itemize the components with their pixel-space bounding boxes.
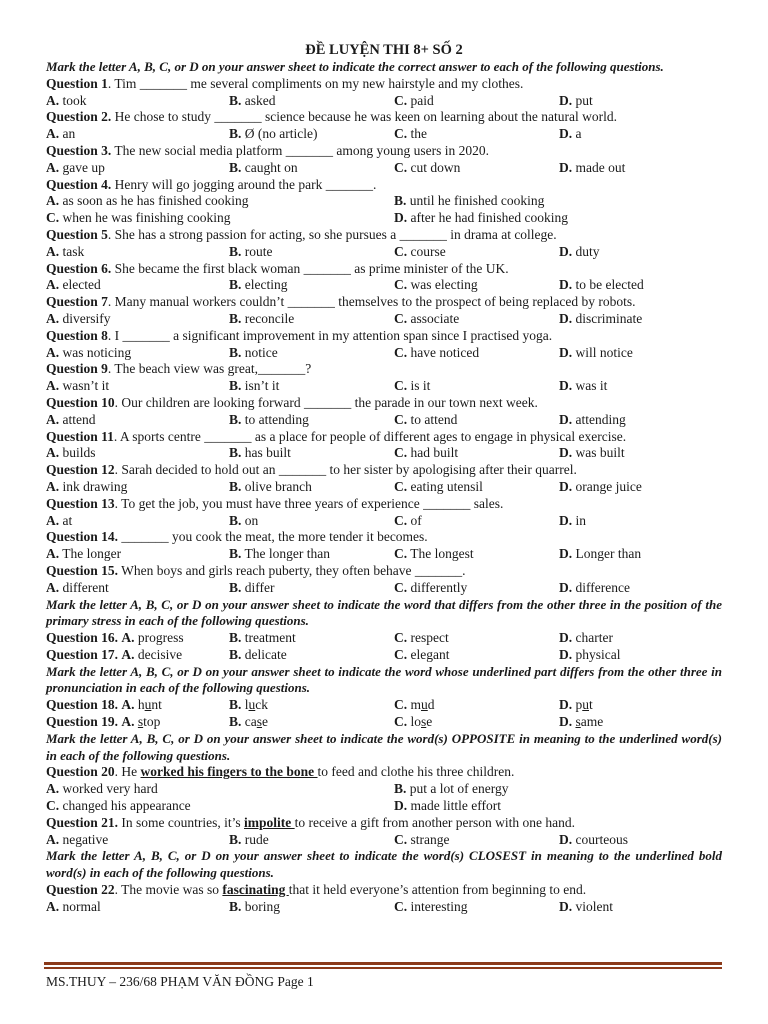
option-a[interactable]: Question 16. A. progress <box>46 630 184 646</box>
question-label: Question 22 <box>46 882 115 898</box>
options-row <box>46 193 722 210</box>
question-label: Question 3. <box>46 142 112 158</box>
option-b[interactable]: B. on <box>229 512 259 528</box>
question: Question 21. In some countries, it’s impolite to receive a gift from another person with one hand. <box>46 814 576 830</box>
option-a[interactable]: A. an <box>46 126 76 142</box>
option-c[interactable]: C. have noticed <box>394 344 480 360</box>
option-a[interactable]: A. gave up <box>46 159 105 175</box>
question-text: . Tim _______ me several compliments on my new hairstyle and my clothes. <box>107 75 524 91</box>
options-row <box>46 93 722 110</box>
option-b[interactable]: B. asked <box>229 92 276 108</box>
question-inline <box>46 697 722 714</box>
page-footer: MS.THUY – 236/68 PHẠM VĂN ĐỒNG Page 1 <box>46 974 314 989</box>
option-b[interactable]: B. notice <box>229 344 278 360</box>
option-a[interactable]: A. diversify <box>46 310 111 326</box>
option-c[interactable]: C. paid <box>394 92 434 108</box>
options-row <box>46 126 722 143</box>
question-label: Question 12 <box>46 462 115 478</box>
question-text: He chose to study _______ science because he was keen on learning about the natural world. <box>111 109 617 125</box>
option-a[interactable]: A. worked very hard <box>46 781 158 797</box>
option-b[interactable]: B. olive branch <box>229 478 312 494</box>
options-row <box>46 580 722 597</box>
question-text: . Sarah decided to hold out an _______ to her sister by apologising after their quarrel. <box>114 462 577 478</box>
option-c[interactable]: C. had built <box>394 445 459 461</box>
question-text: . Our children are looking forward _______ the parade in our town next week. <box>114 394 538 410</box>
options-row <box>46 479 722 496</box>
option-b[interactable]: B. rude <box>229 831 269 847</box>
page-title: ĐỀ LUYỆN THI 8+ SỐ 2 <box>305 42 463 58</box>
option-d[interactable]: D. put <box>559 92 593 108</box>
question-text: . She has a strong passion for acting, so she pursues a _______ in drama at college. <box>107 226 557 242</box>
option-d[interactable]: D. orange juice <box>559 478 642 494</box>
question <box>46 76 722 93</box>
option-a[interactable]: A. negative <box>46 831 109 847</box>
question-label: Question 15. <box>46 562 119 578</box>
option-c[interactable]: C. mud <box>394 697 435 713</box>
option-d[interactable]: D. a <box>559 126 582 142</box>
options-row <box>46 513 722 530</box>
option-b[interactable]: B. luck <box>229 697 269 713</box>
option-c[interactable]: C. cut down <box>394 159 461 175</box>
option-d[interactable]: D. violent <box>559 898 613 914</box>
option-c[interactable]: C. course <box>394 243 446 259</box>
question <box>46 496 722 513</box>
option-c[interactable]: C. eating utensil <box>394 478 483 494</box>
option-d[interactable]: D. attending <box>559 411 626 427</box>
question <box>46 294 722 311</box>
option-c[interactable]: C. respect <box>394 630 449 646</box>
option-d[interactable]: D. courteous <box>559 831 628 847</box>
exam-document <box>46 42 722 916</box>
question <box>46 462 722 479</box>
option-d[interactable]: D. was built <box>559 445 625 461</box>
option-a[interactable]: A. builds <box>46 445 96 461</box>
question-text: _______ you cook the meat, the more tender it becomes. <box>118 529 428 545</box>
options-row <box>46 546 722 563</box>
question-label: Question 14. <box>46 529 119 545</box>
question <box>46 563 722 580</box>
option-d[interactable]: D. was it <box>559 378 608 394</box>
options-row <box>46 899 722 916</box>
question <box>46 177 722 194</box>
option-b[interactable]: B. electing <box>229 277 288 293</box>
option-c[interactable]: C. to attend <box>394 411 458 427</box>
underlined-phrase: fascinating <box>222 882 289 898</box>
option-b[interactable]: B. delicate <box>229 646 287 662</box>
option-c[interactable]: C. differently <box>394 579 468 595</box>
question <box>46 227 722 244</box>
option-c[interactable]: C. the <box>394 126 427 142</box>
question-text: . The beach view was great,_______? <box>107 361 312 377</box>
question-label: Question 8 <box>46 327 108 343</box>
underlined-phrase: impolite <box>244 814 295 830</box>
question-label: Question 10 <box>46 394 115 410</box>
question-label: Question 7 <box>46 294 108 310</box>
option-c[interactable]: C. of <box>394 512 422 528</box>
option-b[interactable]: B. until he finished cooking <box>394 193 545 209</box>
option-d[interactable]: D. made little effort <box>394 798 501 814</box>
option-a[interactable]: A. wasn’t it <box>46 378 110 394</box>
option-d[interactable]: D. made out <box>559 159 626 175</box>
option-b[interactable]: B. route <box>229 243 273 259</box>
question-text: . A sports centre _______ as a place for people of different ages to engage in physical exercise. <box>113 428 627 444</box>
option-d[interactable]: D. after he had finished cooking <box>394 210 568 226</box>
option-c[interactable]: C. when he was finishing cooking <box>46 210 231 226</box>
question <box>46 429 722 446</box>
option-a[interactable]: Question 17. A. decisive <box>46 646 183 662</box>
question <box>46 361 722 378</box>
options-row <box>46 345 722 362</box>
footer-rule-thick <box>44 962 722 965</box>
question-label: Question 2. <box>46 109 112 125</box>
question-text: . To get the job, you must have three years of experience _______ sales. <box>114 495 504 511</box>
question-label: Question 21. <box>46 814 119 830</box>
option-a[interactable]: A. normal <box>46 898 101 914</box>
option-b[interactable]: B. Ø (no article) <box>229 126 318 142</box>
section-instruction: Mark the letter A, B, C, or D on your answer sheet to indicate the word that differs from the other three in the position of the primary stress in each of the following questions. <box>46 596 722 629</box>
option-a[interactable]: A. at <box>46 512 73 528</box>
question-inline <box>46 647 722 664</box>
question-label: Question 1 <box>46 75 108 91</box>
option-d[interactable]: D. discriminate <box>559 310 643 326</box>
option-d[interactable]: D. Longer than <box>559 546 642 562</box>
option-b[interactable]: B. to attending <box>229 411 309 427</box>
options-row <box>46 781 722 798</box>
question-text: The new social media platform _______ among young users in 2020. <box>111 142 489 158</box>
option-c[interactable]: C. was electing <box>394 277 478 293</box>
option-a[interactable]: A. took <box>46 92 87 108</box>
option-b[interactable]: B. caught on <box>229 159 298 175</box>
option-c[interactable]: C. associate <box>394 310 460 326</box>
question-label: Question 9 <box>46 361 108 377</box>
question-label: Question 5 <box>46 226 108 242</box>
question-label: Question 20 <box>46 764 115 780</box>
option-c[interactable]: C. changed his appearance <box>46 798 191 814</box>
options-row <box>46 412 722 429</box>
options-row <box>46 210 722 227</box>
option-d[interactable]: D. duty <box>559 243 600 259</box>
option-a[interactable]: A. ink drawing <box>46 478 128 494</box>
option-c[interactable]: C. strange <box>394 831 450 847</box>
options-row <box>46 160 722 177</box>
question-text: . Many manual workers couldn’t _______ themselves to the prospect of being replaced by robots. <box>107 294 636 310</box>
options-row <box>46 277 722 294</box>
options-row <box>46 445 722 462</box>
question <box>46 109 722 126</box>
option-a[interactable]: A. was noticing <box>46 344 132 360</box>
question-text: Henry will go jogging around the park _______. <box>111 176 377 192</box>
question-text: When boys and girls reach puberty, they often behave _______. <box>118 562 466 578</box>
section-instruction: Mark the letter A, B, C, or D on your answer sheet to indicate the word(s) OPPOSITE in meaning to the underlined word(s) in each of the following questions. <box>46 730 722 763</box>
options-row <box>46 244 722 261</box>
question: Question 22. The movie was so fascinating that it held everyone’s attention from beginning to end. <box>46 882 587 898</box>
option-b[interactable]: B. differ <box>229 579 275 595</box>
underlined-phrase: worked his fingers to the bone <box>140 764 318 780</box>
option-a[interactable]: A. attend <box>46 411 96 427</box>
option-a[interactable]: Question 19. A. stop <box>46 714 161 730</box>
option-a[interactable]: A. as soon as he has finished cooking <box>46 193 249 209</box>
option-a[interactable]: Question 18. A. hunt <box>46 697 162 713</box>
option-d[interactable]: D. same <box>559 714 604 730</box>
option-a[interactable]: A. different <box>46 579 109 595</box>
option-b[interactable]: B. The longer than <box>229 546 331 562</box>
question <box>46 328 722 345</box>
option-d[interactable]: D. in <box>559 512 587 528</box>
question-inline <box>46 630 722 647</box>
question-label: Question 13 <box>46 495 115 511</box>
question <box>46 143 722 160</box>
question <box>46 395 722 412</box>
option-b[interactable]: B. put a lot of energy <box>394 781 509 797</box>
option-d[interactable]: D. will notice <box>559 344 633 360</box>
question: Question 20. He worked his fingers to the bone to feed and clothe his three children. <box>46 764 515 780</box>
option-a[interactable]: A. The longer <box>46 546 122 562</box>
option-b[interactable]: B. isn’t it <box>229 378 280 394</box>
question-inline <box>46 714 722 731</box>
question-text: . I _______ a significant improvement in my attention span since I practised yoga. <box>107 327 553 343</box>
option-c[interactable]: C. lose <box>394 714 433 730</box>
footer-rule-thin <box>44 967 722 969</box>
option-b[interactable]: B. reconcile <box>229 310 295 326</box>
option-d[interactable]: D. difference <box>559 579 630 595</box>
section-instruction: Mark the letter A, B, C, or D on your answer sheet to indicate the word(s) CLOSEST in meaning to the underlined bold word(s) in each of the following questions. <box>46 848 722 881</box>
question-text: She became the first black woman _______ as prime minister of the UK. <box>111 260 509 276</box>
option-d[interactable]: D. charter <box>559 630 613 646</box>
options-row <box>46 832 722 849</box>
question-label: Question 11 <box>46 428 114 444</box>
option-b[interactable]: B. has built <box>229 445 291 461</box>
question-label: Question 4. <box>46 176 112 192</box>
section-instruction: Mark the letter A, B, C, or D on your answer sheet to indicate the correct answer to each of the following questions. <box>46 59 664 74</box>
option-c[interactable]: C. elegant <box>394 646 450 662</box>
option-c[interactable]: C. interesting <box>394 898 468 914</box>
option-d[interactable]: D. put <box>559 697 593 713</box>
question <box>46 261 722 278</box>
section-instruction: Mark the letter A, B, C, or D on your answer sheet to indicate the word whose underlined part differs from the other three in pronunciation in each of the following questions. <box>46 663 722 696</box>
question-label: Question 6. <box>46 260 112 276</box>
option-d[interactable]: D. to be elected <box>559 277 644 293</box>
option-c[interactable]: C. The longest <box>394 546 474 562</box>
option-b[interactable]: B. boring <box>229 898 281 914</box>
option-d[interactable]: D. physical <box>559 646 621 662</box>
footer-divider <box>44 962 722 970</box>
option-b[interactable]: B. treatment <box>229 630 296 646</box>
option-a[interactable]: A. elected <box>46 277 101 293</box>
options-row <box>46 378 722 395</box>
option-c[interactable]: C. is it <box>394 378 431 394</box>
option-b[interactable]: B. case <box>229 714 269 730</box>
options-row <box>46 798 722 815</box>
question <box>46 529 722 546</box>
option-a[interactable]: A. task <box>46 243 85 259</box>
options-row <box>46 311 722 328</box>
